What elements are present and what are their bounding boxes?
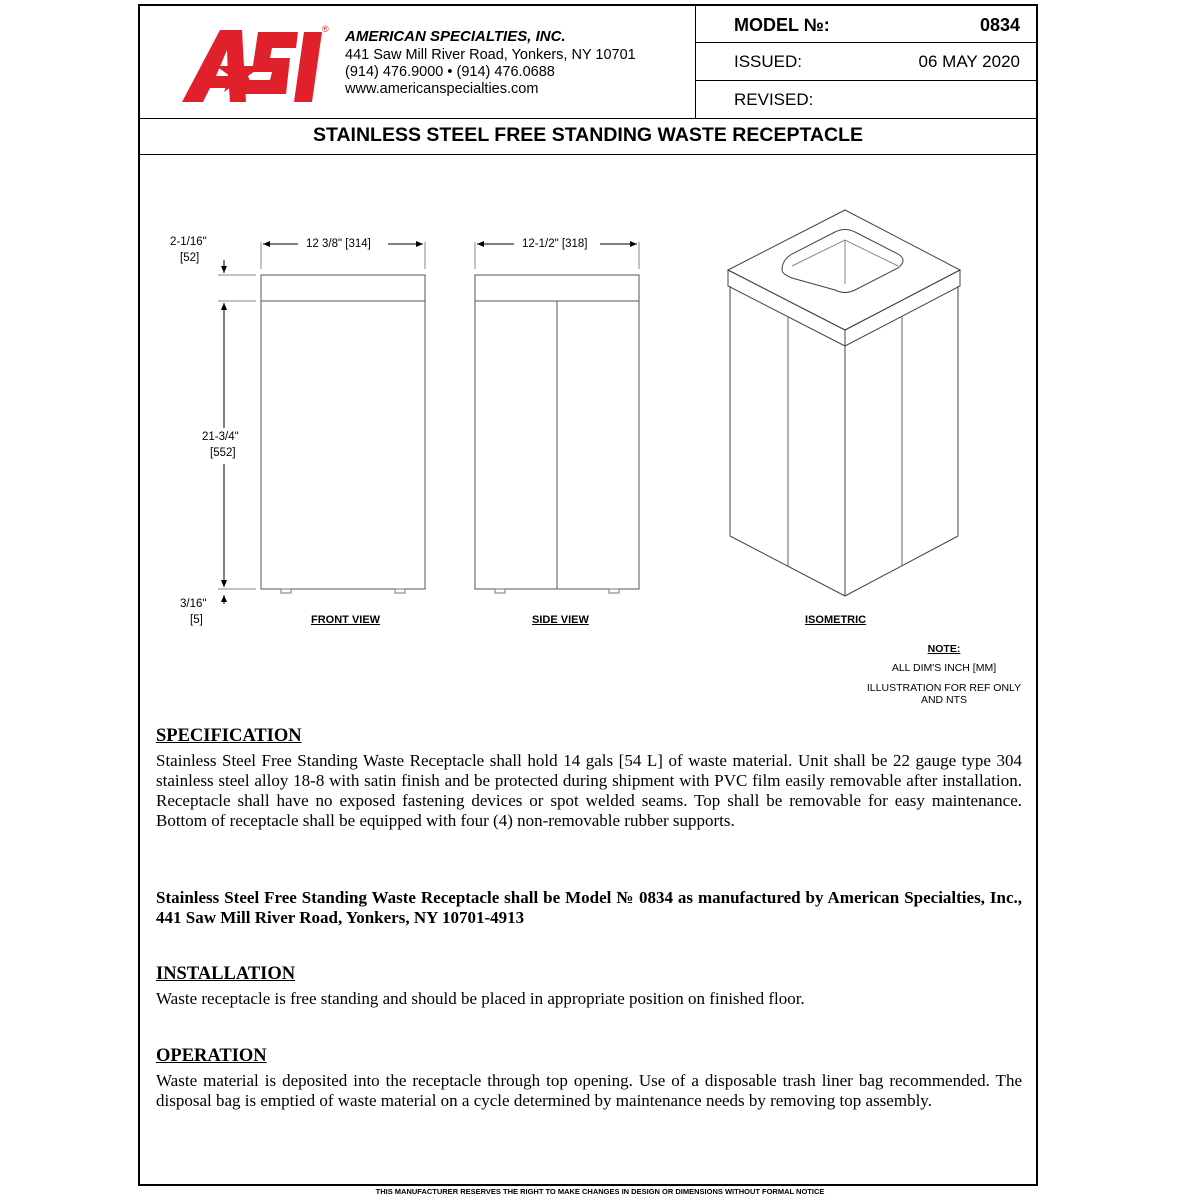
isometric-label: ISOMETRIC <box>805 614 867 626</box>
dim-body-height: 21-3/4" <box>202 431 239 443</box>
operation-heading: OPERATION <box>156 1046 267 1066</box>
company-phone: (914) 476.9000 • (914) 476.0688 <box>345 64 555 80</box>
company-address: 441 Saw Mill River Road, Yonkers, NY 10701 <box>345 47 636 63</box>
dim-top-height-mm: [52] <box>180 252 200 264</box>
revised-label: REVISED: <box>734 90 814 109</box>
dim-top-height: 2-1/16" <box>170 236 207 248</box>
company-website: www.americanspecialties.com <box>345 81 539 97</box>
model-value: 0834 <box>979 15 1020 35</box>
side-view-drawing <box>475 242 639 593</box>
model-statement: Stainless Steel Free Standing Waste Receptacle shall be Model № 0834 as manufactured by American Specialties, Inc., 441 Saw Mill River Road, Yonkers, NY 10701-4913 <box>156 888 1022 927</box>
installation-body: Waste receptacle is free standing and should be placed in appropriate position on finished floor. <box>156 989 805 1008</box>
technical-drawing <box>140 156 1036 626</box>
note-heading: NOTE: <box>927 643 961 655</box>
company-name: AMERICAN SPECIALTIES, INC. <box>345 28 566 45</box>
specification-body: Stainless Steel Free Standing Waste Receptacle shall hold 14 gals [54 L] of waste material. Unit shall be 22 gauge type 304 stainless steel alloy 18-8 with satin finish and be protected during shipment with PVC film easily removable after installation. Receptacle shall have no exposed fastening devices or spot welded seams. Top shall be removable for easy maintenance. Bottom of receptacle shall be equipped with four (4) non-removable rubber supports. <box>156 751 1022 830</box>
dim-body-height-mm: [552] <box>210 447 236 459</box>
title-block-divider <box>695 6 696 118</box>
asi-logo-mark <box>180 24 330 106</box>
registered-mark: ® <box>322 24 329 34</box>
issued-value: 06 MAY 2020 <box>918 52 1020 71</box>
isometric-drawing <box>728 210 960 596</box>
footer-disclaimer: THIS MANUFACTURER RESERVES THE RIGHT TO MAKE CHANGES IN DESIGN OR DIMENSIONS WITHOUT FORMAL NOTICE <box>375 1187 825 1196</box>
note-line-1: ALL DIM'S INCH [MM] <box>891 662 997 674</box>
installation-heading: INSTALLATION <box>156 964 296 984</box>
title-block-rule-2 <box>695 80 1036 81</box>
asi-logo <box>180 24 330 106</box>
note-line-3: AND NTS <box>920 694 968 706</box>
document-title: STAINLESS STEEL FREE STANDING WASTE RECEPTACLE <box>312 124 864 146</box>
side-view-label: SIDE VIEW <box>532 614 589 626</box>
operation-body: Waste material is deposited into the receptacle through top opening. Use of a disposable trash liner bag recommended. The disposal bag is emptied of waste material on a cycle determined by maintenance needs by removing top assembly. <box>156 1071 1022 1110</box>
issued-label: ISSUED: <box>734 52 803 71</box>
title-bottom-rule <box>140 154 1036 155</box>
dim-side-width: 12-1/2" [318] <box>522 238 588 250</box>
drawing-note <box>840 643 1048 706</box>
dim-foot-height-mm: [5] <box>190 614 203 626</box>
title-block-rule-1 <box>695 42 1036 43</box>
spec-sheet <box>138 4 1038 1186</box>
model-label: MODEL №: <box>734 15 830 35</box>
header-bottom-rule <box>140 118 1036 119</box>
note-line-2: ILLUSTRATION FOR REF ONLY <box>866 682 1022 694</box>
front-view-drawing <box>218 242 425 604</box>
dim-front-width: 12 3/8" [314] <box>306 238 371 250</box>
dim-foot-height: 3/16" <box>180 598 207 610</box>
specification-heading: SPECIFICATION <box>156 726 302 746</box>
front-view-label: FRONT VIEW <box>311 614 381 626</box>
